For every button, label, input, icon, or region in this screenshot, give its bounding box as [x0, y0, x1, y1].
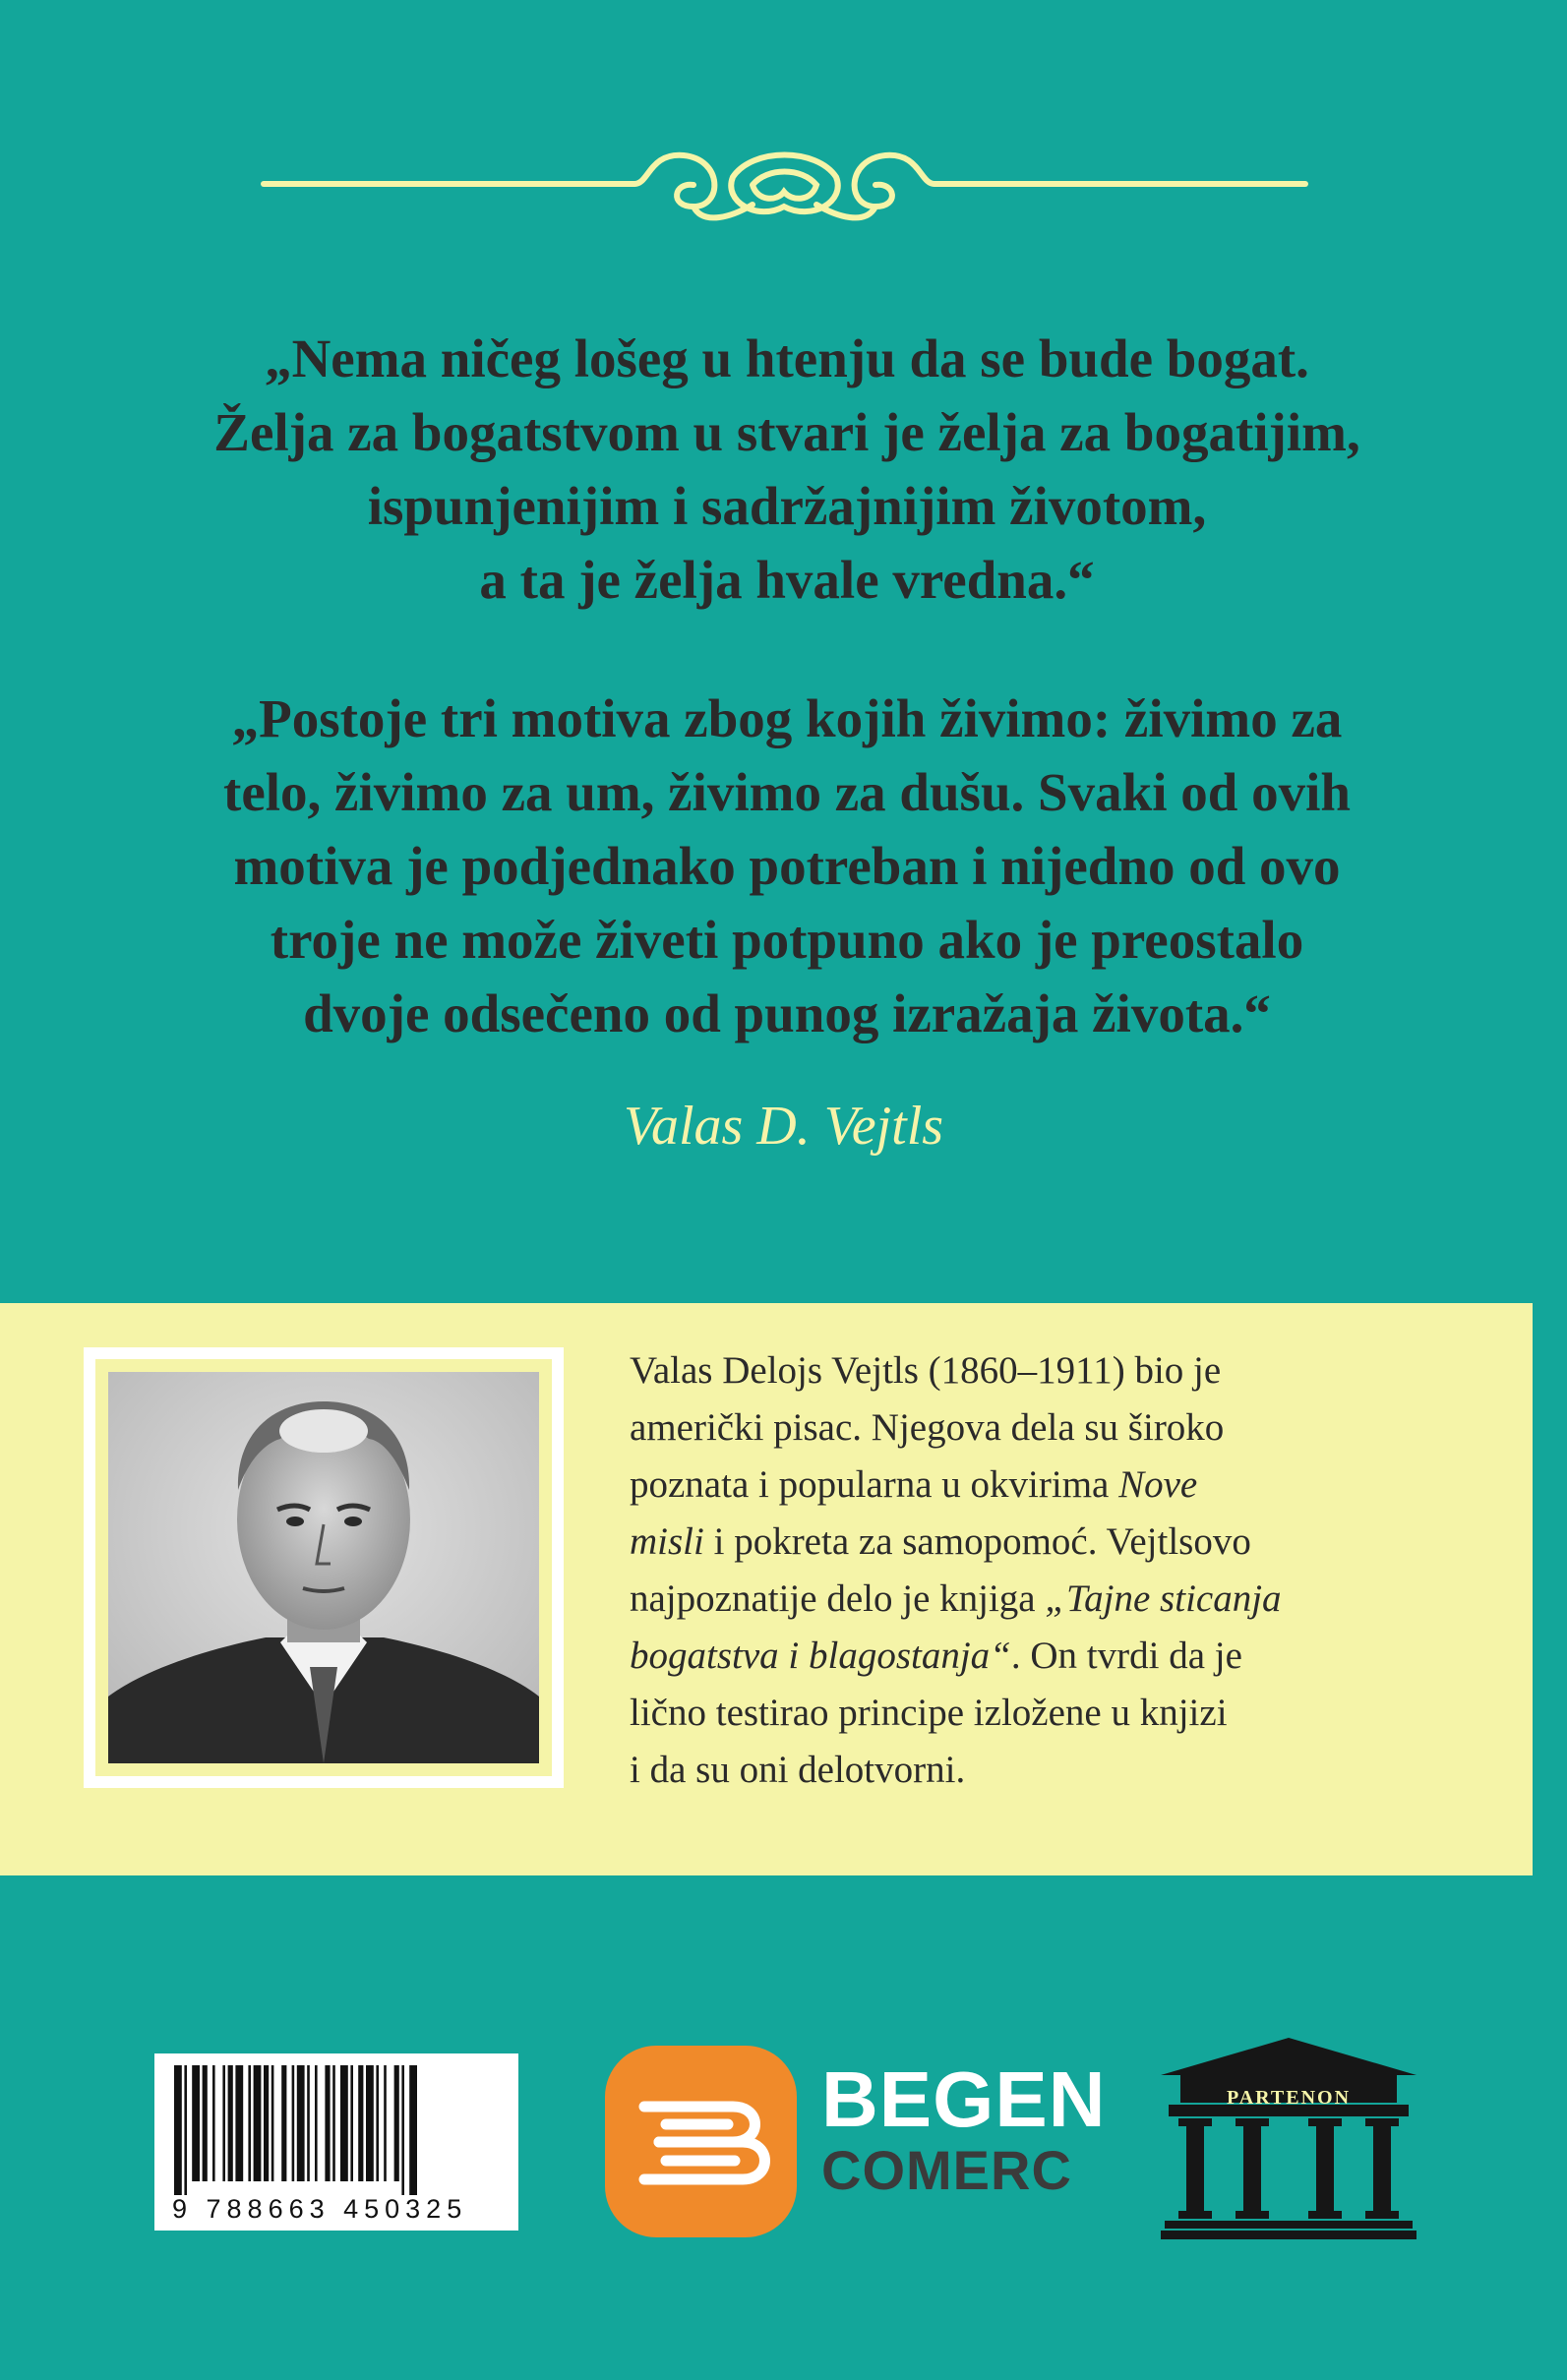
- author-signature: Valas D. Vejtls: [623, 1096, 944, 1157]
- isbn-barcode: [154, 2053, 518, 2231]
- bio-line: misli i pokreta za samopomoć. Vejtlsovo: [630, 1520, 1251, 1563]
- quote-line: Želja za bogatstvom u stvari je želja za bogatijim,: [213, 402, 1360, 462]
- author-bio-text: [630, 1342, 1495, 1799]
- quote-line: troje ne može živeti potpuno ako je preostalo: [270, 910, 1304, 970]
- quote-line: dvoje odsečeno od punog izražaja života.“: [303, 983, 1271, 1043]
- barcode-digits: 9 788663 450325: [172, 2194, 468, 2224]
- bio-italic: „Tajne sticanja: [1045, 1577, 1282, 1620]
- partenon-label: PARTENON: [1226, 2087, 1352, 2109]
- author-bio-panel: [0, 1303, 1533, 1875]
- quote-line: ispunjenijim i sadržajnijim životom,: [367, 476, 1207, 536]
- quote-line: telo, živimo za um, živimo za dušu. Svaki od ovih: [223, 762, 1351, 822]
- quote-first: [138, 322, 1436, 617]
- bio-line: bogatstva i blagostanja“. On tvrdi da je: [630, 1635, 1242, 1677]
- bio-line: poznata i popularna u okvirima Nove: [630, 1463, 1198, 1506]
- author-portrait-image: [108, 1372, 539, 1763]
- partenon-temple-logo-icon: [1161, 2038, 1416, 2239]
- bio-line: lično testirao principe izložene u knjizi: [630, 1692, 1228, 1734]
- bio-line: američki pisac. Njegova dela su široko: [630, 1406, 1225, 1449]
- quote-second: [138, 682, 1436, 1050]
- bio-line: i da su oni delotvorni.: [630, 1749, 966, 1791]
- quote-line: a ta je želja hvale vredna.“: [479, 550, 1095, 610]
- quote-line: „Nema ničeg lošeg u htenju da se bude bogat.: [265, 328, 1309, 388]
- quote-line: „Postoje tri motiva zbog kojih živimo: živimo za: [231, 688, 1343, 748]
- author-photo-frame: [84, 1347, 564, 1788]
- bio-line: najpoznatije delo je knjiga „Tajne sticanja: [630, 1577, 1282, 1620]
- publisher-name-bottom: COMERC: [821, 2139, 1072, 2201]
- bio-italic: Nove: [1118, 1463, 1198, 1506]
- decorative-divider: [261, 148, 1308, 236]
- quote-line: motiva je podjednako potreban i nijedno od ovo: [233, 836, 1341, 896]
- publisher-name: [821, 2055, 1107, 2202]
- bio-italic: misli: [630, 1520, 704, 1563]
- publisher-name-top: BEGEN: [821, 2055, 1107, 2143]
- bio-italic: bogatstva i blagostanja“: [630, 1635, 1011, 1677]
- bio-line: Valas Delojs Vejtls (1860–1911) bio je: [630, 1349, 1222, 1392]
- begen-comerc-logo-icon: [605, 2046, 797, 2237]
